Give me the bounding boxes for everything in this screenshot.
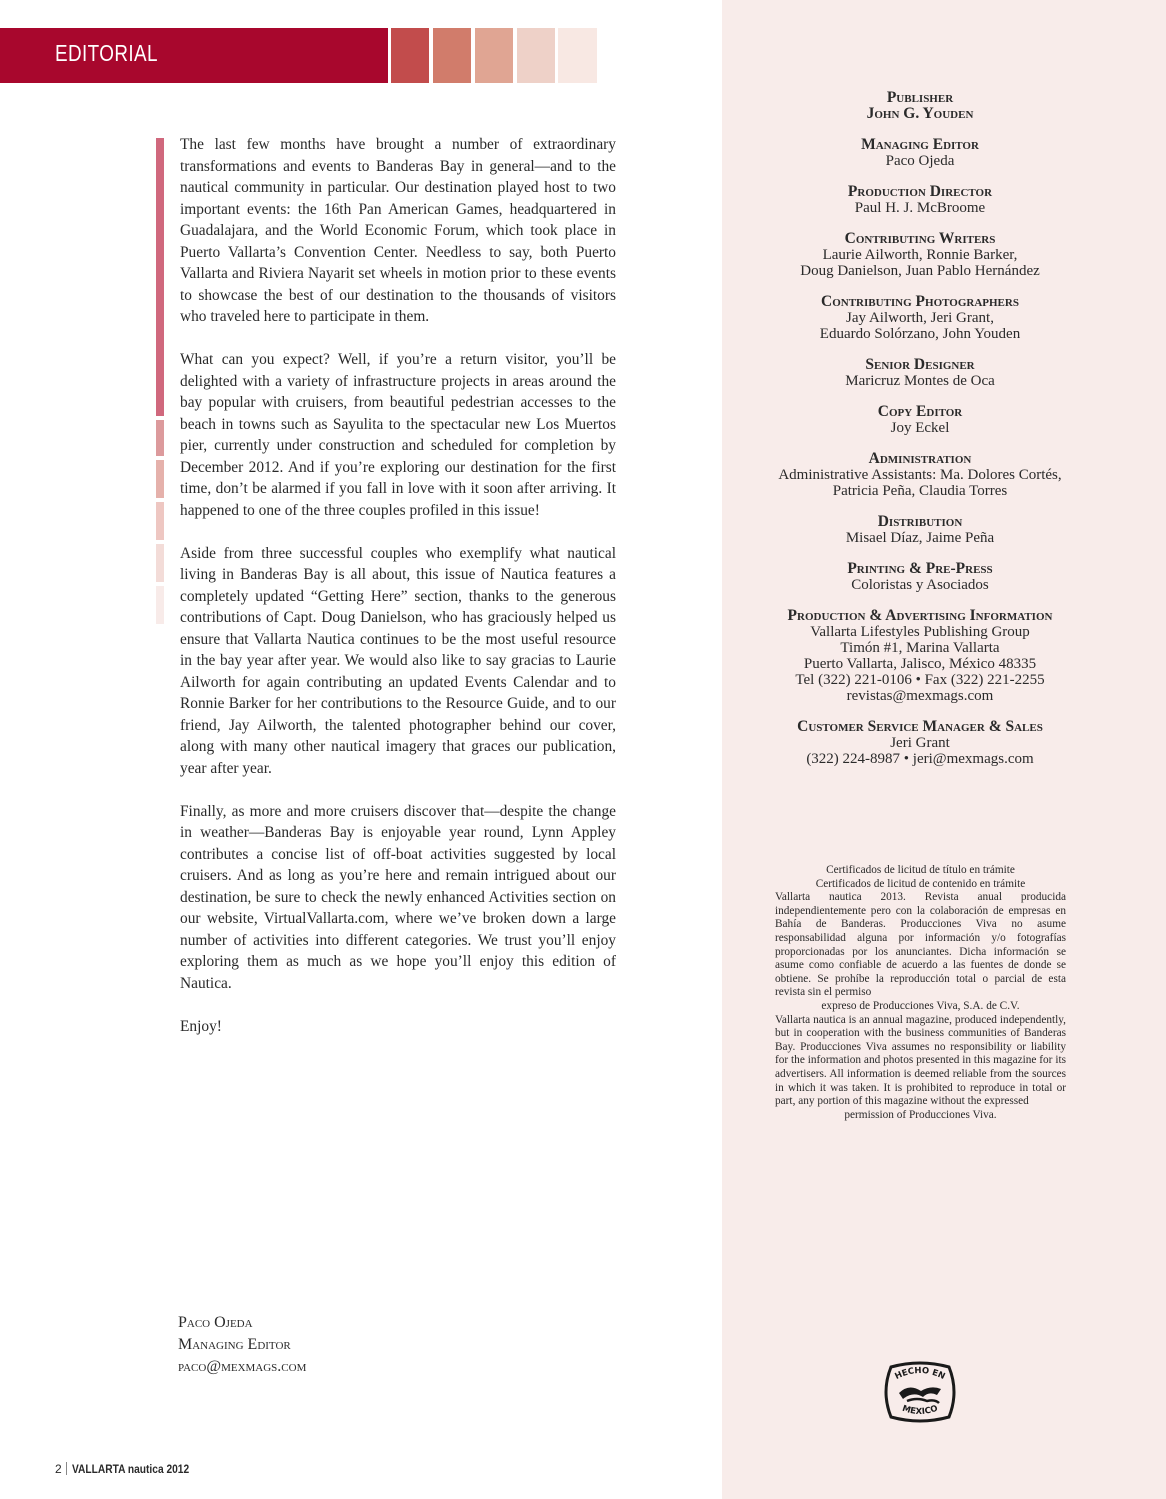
masthead-credit: Vallarta Lifestyles Publishing Group [810,624,1030,640]
signature [178,1312,306,1378]
masthead-block [760,184,1080,216]
masthead-credit: Jay Ailworth, Jeri Grant, [846,310,994,326]
svg-text:HECHO EN [893,1366,946,1382]
masthead-role: Administration [868,450,972,467]
masthead-credit: Laurie Ailworth, Ronnie Barker, [822,247,1018,263]
decorative-bar [156,502,164,540]
masthead-role: Customer Service Manager & Sales [797,718,1043,735]
masthead [760,90,1080,782]
legal-line: permission of Producciones Viva. [844,1108,997,1121]
footer-divider [66,1462,67,1475]
signature-name: Paco Ojeda [178,1314,253,1331]
masthead-credit: Administrative Assistants: Ma. Dolores Cortés, [778,467,1062,483]
masthead-role: Contributing Photographers [821,293,1019,310]
hecho-en-mexico-stamp [881,1361,959,1423]
masthead-block [760,451,1080,499]
decorative-bar [156,420,164,456]
closing: Enjoy! [180,1017,222,1035]
masthead-role: Contributing Writers [844,230,996,247]
masthead-credit: Coloristas y Asociados [851,577,989,593]
masthead-role: Printing & Pre-Press [847,560,993,577]
masthead-credit: John G. Youden [866,105,974,122]
masthead-credit: Paul H. J. McBroome [854,200,986,216]
paragraph: The last few months have brought a number of extraordinary transformations and events to Banderas Bay in general—and to the nautical community in particular. Our destination played host to two important events: the 16th Pan American Games, headquartered in Guadalajara, and the World Economic Forum, which took place in Puerto Vallarta’s Convention Center. Needless to say, both Puerto Vallarta and Riviera Nayarit set wheels in motion prior to these events to showcase the best of our destination to the thousands of visitors who traveled here to participate in them. [180,136,616,325]
masthead-role: Production Director [847,183,993,200]
color-swatch [517,28,555,83]
masthead-credit: Jeri Grant [890,735,950,751]
masthead-credit: Maricruz Montes de Oca [845,373,995,389]
legal-english: Vallarta nautica is an annual magazine, produced independently, but in cooperation with the business communities of Banderas Bay. Producciones Viva assumes no responsibility or liability for the information and photos presented in this magazine for its advertisers. All information is deemed reliable from the sources in which it was taken. It is prohibited to reproduce in total or part, any portion of this magazine without the expressed [775,1013,1066,1108]
masthead-role: Distribution [877,513,963,530]
masthead-credit: Eduardo Solórzano, John Youden [819,326,1021,342]
masthead-block [760,90,1080,122]
decorative-bar [156,544,164,582]
masthead-role: Copy Editor [877,403,963,420]
legal-line: expreso de Producciones Viva, S.A. de C.V. [821,999,1020,1012]
masthead-credit: Doug Danielson, Juan Pablo Hernández [800,263,1040,279]
masthead-credit: Misael Díaz, Jaime Peña [845,530,995,546]
color-swatch [391,28,429,83]
masthead-block [760,404,1080,436]
paragraph: Finally, as more and more cruisers discover that—despite the change in weather—Banderas Bay is enjoyable year round, Lynn Appley contributes a concise list of off-boat activities suggested by local cruisers. And as long as you’re here and remain intrigued about our destination, be sure to check the newly enhanced Activities section on our website, VirtualVallarta.com, where we’ve broken down a large number of activities into different categories. We trust you’ll enjoy exploring them as much as we hope you’ll enjoy this edition of Nautica. [180,802,616,992]
stamp-bottom-text: MEXICO [900,1403,940,1418]
decorative-bar [156,586,164,624]
paragraph: Aside from three successful couples who exemplify what nautical living in Banderas Bay is all about, this issue of Nautica features a completely updated “Getting Here” section, thanks to the generous contributions of Capt. Doug Danielson, who has graciously helped us ensure that Vallarta Nautica continues to be the most useful resource in the bay year after year. We would also like to say gracias to Laurie Ailworth for again contributing an updated Events Calendar and to Ronnie Barker for her contributions to the Resource Guide, and to our friend, Jay Ailworth, the talented photographer behind our cover, along with many other nautical imagery that graces our publication, year after year. [180,544,616,777]
masthead-block [760,719,1080,767]
signature-email[interactable]: paco@mexmags.com [178,1358,307,1375]
editorial-body [180,134,616,1059]
masthead-credit: Tel (322) 221-0106 • Fax (322) 221-2255 [795,672,1045,688]
masthead-block [760,608,1080,704]
legal-notice [775,864,1066,1122]
mexico-seal-icon [881,1361,959,1423]
page-footer [55,1462,210,1476]
svg-text:MEXICO [901,1404,939,1417]
masthead-credit: Paco Ojeda [885,153,955,169]
legal-line: Certificados de licitud de contenido en trámite [815,877,1026,890]
decorative-bar [156,138,164,416]
masthead-credit: (322) 224-8987 • jeri@mexmags.com [806,751,1034,767]
masthead-role: Publisher [886,89,954,106]
stamp-top-text: HECHO EN [893,1365,947,1382]
masthead-credit: Joy Eckel [890,420,950,436]
masthead-role: Production & Advertising Information [787,607,1053,624]
legal-line: Certificados de licitud de título en trámite [826,864,1015,876]
masthead-credit: Patricia Peña, Claudia Torres [832,483,1008,499]
masthead-block [760,294,1080,342]
masthead-block [760,137,1080,169]
section-title: EDITORIAL [55,40,158,66]
masthead-credit: Puerto Vallarta, Jalisco, México 48335 [803,656,1037,672]
masthead-role: Managing Editor [861,136,979,153]
legal-spanish: Vallarta nautica 2013. Revista anual producida independientemente pero con la colaboración de empresas en Bahía de Banderas. Producciones Viva no asume responsabilidad alguna por información y/o fotografías proporcionadas por los anunciantes. Dicha información se asume como confiable de acuerdo a las fuentes de donde se obtiene. Se prohíbe la reproducción total o parcial de esta revista sin el permiso [775,891,1066,999]
magazine-name: VALLARTA nautica 2012 [71,1462,189,1476]
color-swatch [475,28,513,83]
decorative-bar [156,460,164,498]
masthead-credit: Timón #1, Marina Vallarta [840,640,1000,656]
masthead-block [760,561,1080,593]
paragraph: What can you expect? Well, if you’re a return visitor, you’ll be delighted with a variety of infrastructure projects in areas around the bay popular with cruisers, from beautiful pedestrian accesses to the beach in towns such as Sayulita to the spectacular new Los Muertos pier, currently under construction and scheduled for completion by December 2012. And if you’re exploring our destination for the first time, don’t be alarmed if you fall in love with it soon after arriving. It happened to one of the three couples profiled in this issue! [180,351,616,519]
masthead-block [760,514,1080,546]
masthead-role: Senior Designer [865,356,975,373]
masthead-block [760,231,1080,279]
masthead-credit: revistas@mexmags.com [846,688,994,704]
signature-title: Managing Editor [178,1336,291,1353]
color-swatch [558,28,597,83]
page-number: 2 [55,1462,62,1476]
color-swatch [433,28,471,83]
masthead-block [760,357,1080,389]
